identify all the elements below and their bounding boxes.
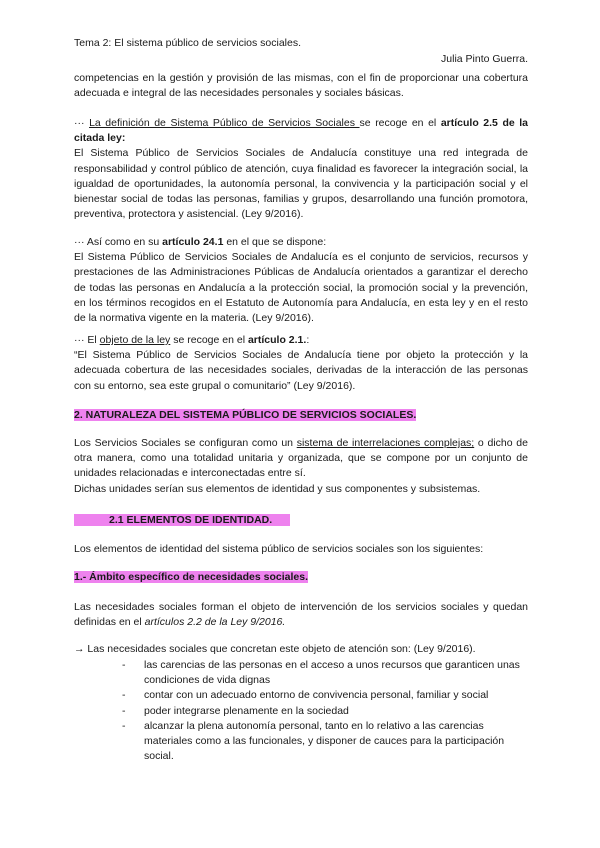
section-definition: ··· La definición de Sistema Público de Servicios Sociales se recoge en el artículo 2.5 de la citada ley: El Sistema Público de Servicios Sociales de Andalucía constituye una red integrada de responsabilidad y control público de atención, cuya finalidad es favorecer la integración social, la igualdad de oportunidades, la autonomía personal, la convivencia y la participación social y el bienestar social de todas las personas, familias y grupos, desarrollando una función promotora, preventiva, protectora y asistencial. (Ley 9/2016). <box>74 116 528 222</box>
definition-body: El Sistema Público de Servicios Sociales de Andalucía constituye una red integrada de responsabilidad y control público de atención, cuya finalidad es favorecer la integración social, la igualdad de oportunidades, la autonomía personal, la convivencia y la participación social y el bienestar social de todas las personas, familias y grupos, desarrollando una función promotora, preventiva, protectora y asistencial. (Ley 9/2016). <box>74 147 528 221</box>
section-object: ··· El objeto de la ley se recoge en el artículo 2.1.: “El Sistema Público de Servicios Sociales de Andalucía tiene por objeto la protección y la adecuada cobertura de las necesidades sociales, derivadas de la interacción de las personas con su entorno, sea este grupal o comunitario” (Ley 9/2016). <box>74 333 528 394</box>
paragraph-intro: competencias en la gestión y provisión de las mismas, con el fin de proporcionar una cobertura adecuada e integral de las necesidades personales y sociales básicas. <box>74 72 528 100</box>
definition-link[interactable]: La definición de Sistema Público de Servicios Sociales <box>89 117 360 129</box>
paragraph-arrow: → Las necesidades sociales que concretan este objeto de atención son: (Ley 9/2016). <box>74 643 476 655</box>
list-item: - las carencias de las personas en el acceso a unos recursos que garanticen unas condiciones de vida dignas <box>122 659 520 687</box>
article-ref: artículo 24.1 <box>162 236 224 248</box>
article-ref: artículos 2.2 de la Ley 9/2016. <box>144 616 286 629</box>
list-item: - alcanzar la plena autonomía personal, tanto en lo relativo a las carencias materiales como a las funcionales, y disponer de cauces para la participación social. <box>122 719 505 763</box>
header-title: Tema 2: El sistema público de servicios sociales. <box>74 37 302 49</box>
paragraph-needs: Las necesidades sociales forman el objeto de intervención de los servicios sociales y quedan definidas en el artículos 2.2 de la Ley 9/2016. <box>74 601 528 629</box>
heading-section-2: 2. NATURALEZA DEL SISTEMA PÚBLICO DE SERVICIOS SOCIALES. <box>74 409 417 421</box>
article-24-body: El Sistema Público de Servicios Sociales de Andalucía es el conjunto de servicios, recursos y prestaciones de las Administraciones Públicas de Andalucía orientados a garantizar el derecho de todas las personas en Andalucía a la protección social, la promoción social y la prevención, en los términos recogidos en el Estatuto de Autonomía para Andalucía, en esta ley y en el resto de la normativa vigente en la materia. (Ley 9/2016). <box>74 251 528 325</box>
heading-needs: 1.- Ámbito específico de necesidades sociales. <box>74 571 309 583</box>
article-ref: artículo 2.5 de la citada ley: <box>74 117 529 145</box>
complex-system-link[interactable]: sistema de interrelaciones complejas; <box>296 437 475 449</box>
list-item: - poder integrarse plenamente en la sociedad <box>122 704 349 717</box>
list-item: - contar con un adecuado entorno de convivencia personal, familiar y social <box>122 689 489 702</box>
bullet: ··· <box>74 236 85 248</box>
heading-2-1: 2.1 ELEMENTOS DE IDENTIDAD. <box>74 513 528 528</box>
needs-list <box>110 658 530 764</box>
header-author: Julia Pinto Guerra. <box>441 53 528 65</box>
article-ref: artículo 2.1. <box>247 334 307 346</box>
paragraph-nature: Los Servicios Sociales se configuran como un sistema de interrelaciones complejas; o dicho de otra manera, como una totalidad unitaria y organizada, que se compone por un conjunto de unidades relacionadas e interconectadas entre sí. Dichas unidades serían sus elementos de identidad y sus componentes y subsistemas. <box>74 437 528 495</box>
object-link[interactable]: objeto de la ley <box>99 334 171 346</box>
paragraph-identity: Los elementos de identidad del sistema público de servicios sociales son los siguientes: <box>74 543 484 555</box>
object-body: “El Sistema Público de Servicios Sociales de Andalucía tiene por objeto la protección y la adecuada cobertura de las necesidades sociales, derivadas de la interacción de las personas con su entorno, sea este grupal o comunitario” (Ley 9/2016). <box>74 349 528 392</box>
section-article-24: ··· Así como en su artículo 24.1 en el que se dispone: El Sistema Público de Servicios Sociales de Andalucía es el conjunto de servicios, recursos y prestaciones de las Administraciones Públicas de Andalucía orientados a garantizar el derecho de todas las personas en Andalucía a la protección social, la promoción social y la prevención, en los términos recogidos en el Estatuto de Autonomía para Andalucía, en esta ley y en el resto de la normativa vigente en la materia. (Ley 9/2016). <box>74 235 528 326</box>
bullet: ··· <box>74 117 85 129</box>
bullet: ··· <box>74 334 85 346</box>
